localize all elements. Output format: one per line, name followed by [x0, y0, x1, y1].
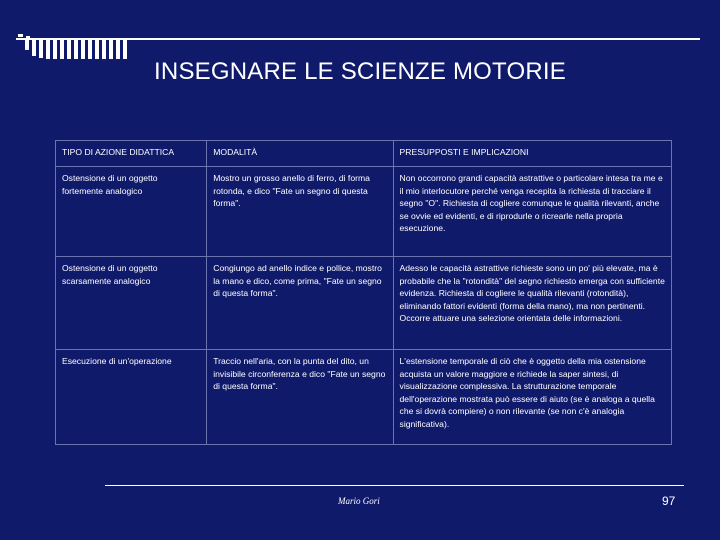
table-cell: Esecuzione di un'operazione	[56, 350, 207, 445]
table-cell: Ostensione di un oggetto fortemente analogico	[56, 167, 207, 257]
table-cell: Non occorrono grandi capacità astrattive o particolare intesa tra me e il mio interlocutore perché venga recepita la richiesta di tracciare il segno "O". Richiesta di cogliere comunque le qualità rilevanti, anche se ovvie ed evidenti, e di riprodurle o ricrearle nella propria esecuzione.	[393, 167, 671, 257]
author-name: Mario Gori	[338, 496, 380, 506]
table-cell: Adesso le capacità astrattive richieste sono un po' più elevate, ma è probabile che la "rotondità" del segno richiesto emerga con sufficiente evidenza. Richiesta di cogliere le qualità rilevanti (rotondità), eliminando fattori evidenti (forma della mano), ma non pertinenti. Occorre attuare una selezione orientata delle informazioni.	[393, 257, 671, 350]
corner-bar-decoration	[0, 0, 720, 60]
header-cell-action-type: TIPO DI AZIONE DIDATTICA	[56, 141, 207, 167]
didactic-table	[55, 140, 672, 445]
table-row	[56, 167, 672, 257]
slide-title: INSEGNARE LE SCIENZE MOTORIE	[154, 58, 566, 85]
footer-divider	[105, 485, 684, 486]
table-cell: Congiungo ad anello indice e pollice, mostro la mano e dico, come prima, "Fate un segno di questa forma".	[207, 257, 393, 350]
page-number: 97	[662, 494, 676, 508]
table-cell: Mostro un grosso anello di ferro, di forma rotonda, e dico "Fate un segno di questa forma".	[207, 167, 393, 257]
header-cell-modality: MODALITÀ	[207, 141, 393, 167]
table-row	[56, 350, 672, 445]
table-cell: L'estensione temporale di ciò che è oggetto della mia ostensione acquista un valore maggiore e richiede la saper sintesi, di visualizzazione complessiva. La strutturazione temporale dell'operazione mostrata può essere di aiuto (se è analoga a quella che si dovrà compiere) o non rilevante (se non c'è analogia significativa).	[393, 350, 671, 445]
table-cell: Ostensione di un oggetto scarsamente analogico	[56, 257, 207, 350]
table-row	[56, 257, 672, 350]
table-header-row	[56, 141, 672, 167]
header-cell-implications: PRESUPPOSTI E IMPLICAZIONI	[393, 141, 671, 167]
table-cell: Traccio nell'aria, con la punta del dito, un invisibile circonferenza e dico "Fate un segno di questa forma".	[207, 350, 393, 445]
